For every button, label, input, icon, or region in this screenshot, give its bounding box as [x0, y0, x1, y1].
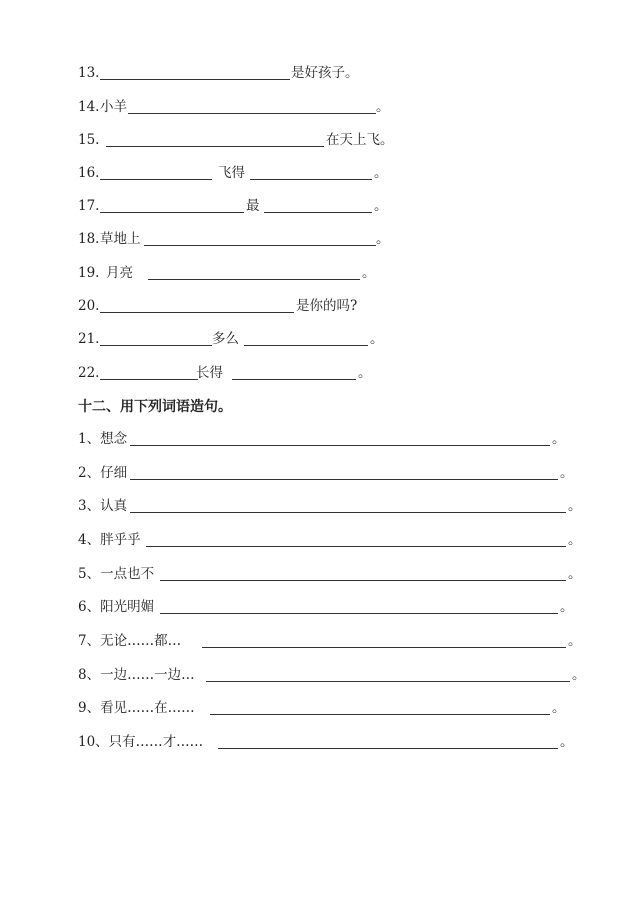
word-prompt: 6、阳光明媚	[78, 599, 155, 615]
word-prompt: 1、想念	[78, 431, 128, 447]
question-text: 在天上飞。	[326, 132, 394, 148]
question-number: 14.	[78, 99, 100, 115]
word-prompt: 8、一边……一边…	[78, 667, 195, 683]
sentence-end: 。	[560, 734, 574, 750]
answer-blank[interactable]	[210, 714, 550, 715]
sentence-end: 。	[560, 599, 574, 615]
answer-blank-2[interactable]	[264, 212, 372, 213]
question-text: 是好孩子。	[291, 65, 359, 81]
answer-blank[interactable]	[218, 748, 558, 749]
question-text: 是你的吗?	[296, 298, 358, 314]
word-prompt: 4、胖乎乎	[78, 532, 141, 548]
question-number: 21.	[78, 331, 100, 347]
answer-blank-1[interactable]	[100, 212, 244, 213]
question-number: 15.	[78, 132, 100, 148]
question-prefix: 小羊	[100, 99, 127, 115]
question-number: 13.	[78, 65, 100, 81]
answer-blank-1[interactable]	[100, 179, 212, 180]
question-18	[78, 228, 478, 250]
answer-blank-2[interactable]	[232, 379, 356, 380]
question-mid: 多么	[212, 331, 239, 347]
sentence-item-1	[78, 428, 598, 450]
answer-blank[interactable]	[206, 681, 570, 682]
answer-blank[interactable]	[130, 512, 566, 513]
sentence-item-8	[78, 664, 598, 686]
question-mid: 飞得	[218, 165, 245, 181]
answer-blank-2[interactable]	[250, 179, 372, 180]
question-20	[78, 295, 478, 317]
word-prompt: 10、只有……才……	[78, 734, 204, 750]
answer-blank[interactable]	[100, 312, 294, 313]
sentence-end: 。	[552, 431, 566, 447]
question-number: 18.	[78, 231, 100, 247]
question-15	[78, 129, 478, 151]
answer-blank[interactable]	[130, 479, 558, 480]
answer-blank[interactable]	[202, 647, 566, 648]
sentence-end: 。	[568, 532, 582, 548]
question-end: 。	[362, 265, 376, 281]
sentence-item-2	[78, 462, 598, 484]
question-end: 。	[374, 165, 388, 181]
question-22	[78, 362, 478, 384]
word-prompt: 7、无论……都…	[78, 633, 182, 649]
sentence-end: 。	[568, 633, 582, 649]
sentence-item-10	[78, 731, 598, 753]
question-21	[78, 328, 478, 350]
word-prompt: 9、看见……在……	[78, 700, 195, 716]
sentence-item-7	[78, 630, 598, 652]
sentence-end: 。	[572, 667, 586, 683]
word-prompt: 2、仔细	[78, 465, 128, 481]
question-mid: 长得	[196, 365, 223, 381]
answer-blank-2[interactable]	[244, 345, 368, 346]
answer-blank[interactable]	[146, 546, 566, 547]
answer-blank[interactable]	[160, 613, 558, 614]
question-number: 19.	[78, 265, 100, 281]
sentence-item-9	[78, 697, 598, 719]
question-end: 。	[376, 231, 390, 247]
question-number: 22.	[78, 365, 100, 381]
answer-blank[interactable]	[160, 580, 566, 581]
question-14	[78, 96, 478, 118]
sentence-item-6	[78, 596, 598, 618]
question-number: 16.	[78, 165, 100, 181]
sentence-end: 。	[568, 566, 582, 582]
sentence-item-3	[78, 495, 598, 517]
sentence-item-5	[78, 563, 598, 585]
sentence-item-4	[78, 529, 598, 551]
answer-blank[interactable]	[144, 245, 376, 246]
answer-blank[interactable]	[106, 146, 324, 147]
question-prefix: 草地上	[100, 231, 141, 247]
section-heading: 十二、用下列词语造句。	[78, 399, 232, 415]
question-17	[78, 195, 478, 217]
sentence-end: 。	[568, 498, 582, 514]
word-prompt: 5、一点也不	[78, 566, 155, 582]
question-13	[78, 62, 478, 84]
question-end: 。	[376, 99, 390, 115]
question-mid: 最	[246, 198, 260, 214]
question-prefix: 月亮	[106, 265, 133, 281]
answer-blank[interactable]	[130, 445, 550, 446]
question-19	[78, 262, 478, 284]
question-16	[78, 162, 478, 184]
question-number: 20.	[78, 298, 100, 314]
answer-blank[interactable]	[128, 113, 376, 114]
answer-blank-1[interactable]	[100, 379, 198, 380]
question-end: 。	[374, 198, 388, 214]
sentence-end: 。	[560, 465, 574, 481]
sentence-end: 。	[552, 700, 566, 716]
question-end: 。	[370, 331, 384, 347]
question-end: 。	[358, 365, 372, 381]
word-prompt: 3、认真	[78, 498, 128, 514]
answer-blank[interactable]	[148, 279, 360, 280]
question-number: 17.	[78, 198, 100, 214]
answer-blank[interactable]	[100, 79, 290, 80]
answer-blank-1[interactable]	[100, 345, 212, 346]
